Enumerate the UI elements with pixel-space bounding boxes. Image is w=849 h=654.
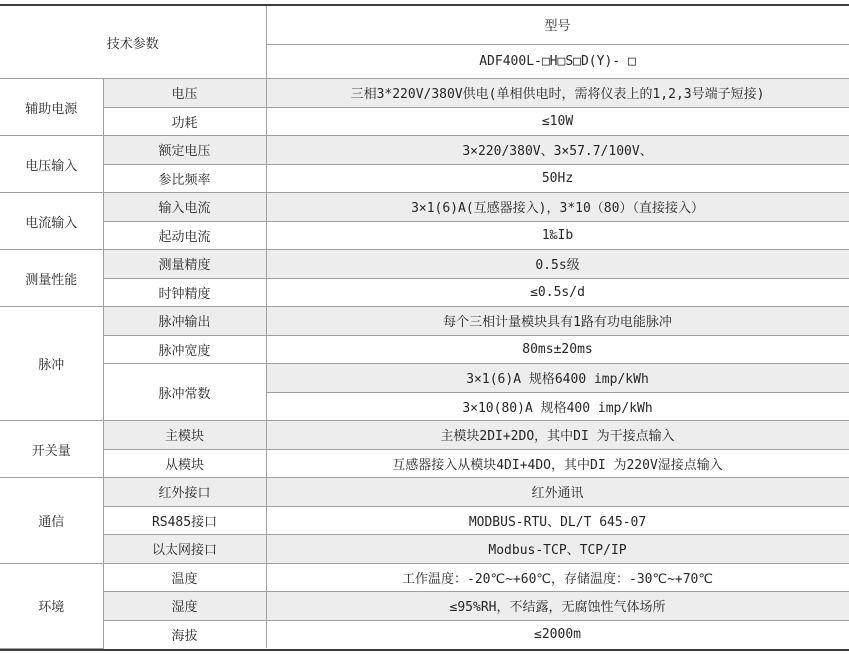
param-cell: 功耗 xyxy=(103,107,266,136)
value-cell: 3×1(6)A(互感器接入)，3*10（80）（直接接入） xyxy=(266,193,849,222)
value-cell: Modbus-TCP、TCP/IP xyxy=(266,535,849,564)
param-cell: 脉冲宽度 xyxy=(103,335,266,364)
category-cell: 电压输入 xyxy=(0,136,103,193)
table-row xyxy=(0,506,849,535)
table-row xyxy=(0,278,849,307)
model-header: 型号 xyxy=(266,6,849,44)
spec-table xyxy=(0,6,849,649)
table-row xyxy=(0,535,849,564)
param-cell: 电压 xyxy=(103,79,266,108)
table-row xyxy=(0,136,849,165)
category-cell: 环境 xyxy=(0,563,103,648)
table-row xyxy=(0,164,849,193)
value-cell: 3×10(80)A 规格400 imp/kWh xyxy=(266,392,849,421)
value-cell: 每个三相计量模块具有1路有功电能脉冲 xyxy=(266,307,849,336)
value-cell: 红外通讯 xyxy=(266,478,849,507)
model-value: ADF400L-□H□S□D(Y)- □ xyxy=(266,44,849,78)
value-cell: ≤10W xyxy=(266,107,849,136)
value-cell: 主模块2DI+2DO，其中DI 为干接点输入 xyxy=(266,421,849,450)
param-cell: 脉冲常数 xyxy=(103,364,266,421)
value-cell: 工作温度：-20℃~+60℃，存储温度：-30℃~+70℃ xyxy=(266,563,849,592)
table-row xyxy=(0,193,849,222)
param-cell: 脉冲输出 xyxy=(103,307,266,336)
param-cell: 湿度 xyxy=(103,592,266,621)
value-cell: MODBUS-RTU、DL/T 645-07 xyxy=(266,506,849,535)
value-cell: ≤0.5s/d xyxy=(266,278,849,307)
table-frame xyxy=(0,4,849,651)
category-cell: 测量性能 xyxy=(0,250,103,307)
param-cell: 参比频率 xyxy=(103,164,266,193)
param-cell: 温度 xyxy=(103,563,266,592)
value-cell: 3×1(6)A 规格6400 imp/kWh xyxy=(266,364,849,393)
table-row xyxy=(0,563,849,592)
table-row xyxy=(0,307,849,336)
spec-table-body xyxy=(0,79,849,649)
category-cell: 脉冲 xyxy=(0,307,103,421)
tech-params-header: 技术参数 xyxy=(0,6,266,79)
value-cell: 互感器接入从模块4DI+4DO，其中DI 为220V湿接点输入 xyxy=(266,449,849,478)
param-cell: 测量精度 xyxy=(103,250,266,279)
table-row xyxy=(0,335,849,364)
param-cell: 以太网接口 xyxy=(103,535,266,564)
value-cell: 0.5s级 xyxy=(266,250,849,279)
category-cell: 电流输入 xyxy=(0,193,103,250)
table-row xyxy=(0,592,849,621)
param-cell: 输入电流 xyxy=(103,193,266,222)
table-header xyxy=(0,6,849,79)
category-cell: 开关量 xyxy=(0,421,103,478)
value-cell: 3×220/380V、3×57.7/100V、 xyxy=(266,136,849,165)
param-cell: 起动电流 xyxy=(103,221,266,250)
table-row xyxy=(0,250,849,279)
param-cell: 从模块 xyxy=(103,449,266,478)
param-cell: 时钟精度 xyxy=(103,278,266,307)
param-cell: 主模块 xyxy=(103,421,266,450)
table-row xyxy=(0,79,849,108)
value-cell: ≤95%RH，不结露，无腐蚀性气体场所 xyxy=(266,592,849,621)
table-row xyxy=(0,449,849,478)
table-row xyxy=(0,364,849,393)
table-row xyxy=(0,221,849,250)
param-cell: RS485接口 xyxy=(103,506,266,535)
value-cell: 三相3*220V/380V供电(单相供电时，需将仪表上的1,2,3号端子短接) xyxy=(266,79,849,108)
table-row xyxy=(0,620,849,648)
table-row xyxy=(0,421,849,450)
value-cell: 50Hz xyxy=(266,164,849,193)
value-cell: 1‰Ib xyxy=(266,221,849,250)
header-row-model-title xyxy=(0,6,849,44)
category-cell: 通信 xyxy=(0,478,103,564)
category-cell: 辅助电源 xyxy=(0,79,103,136)
value-cell: ≤2000m xyxy=(266,620,849,648)
table-row xyxy=(0,478,849,507)
value-cell: 80ms±20ms xyxy=(266,335,849,364)
table-row xyxy=(0,107,849,136)
param-cell: 红外接口 xyxy=(103,478,266,507)
param-cell: 额定电压 xyxy=(103,136,266,165)
param-cell: 海拔 xyxy=(103,620,266,648)
